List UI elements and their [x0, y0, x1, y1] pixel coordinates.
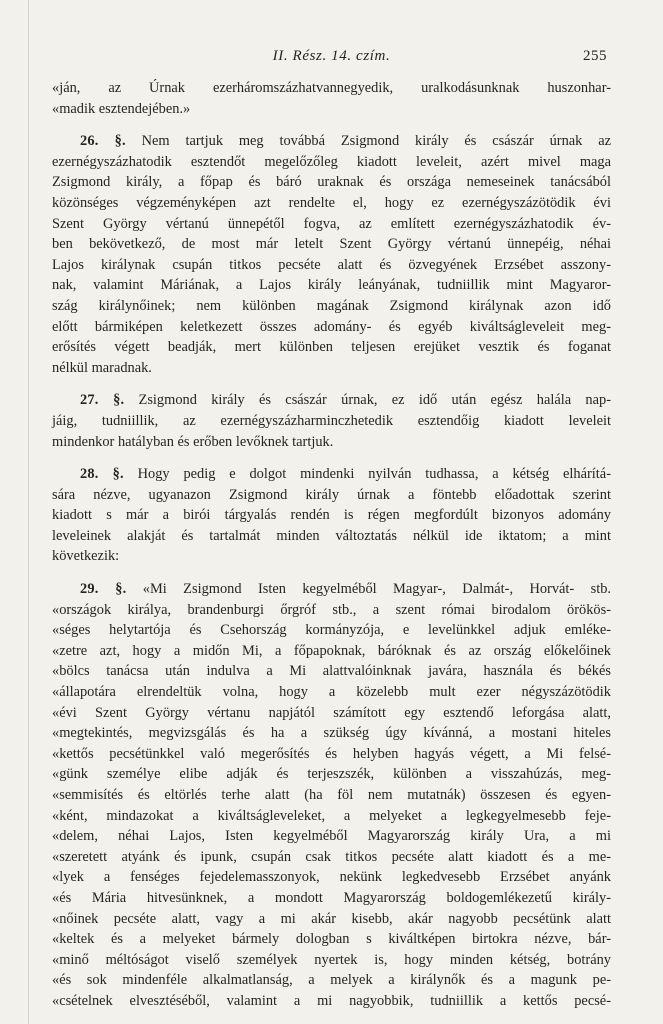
page-number: 255 — [583, 48, 607, 64]
text-line: «ján, az Úrnak ezerháromszázhatvannegyedik, uralkodásunknak huszonhar- — [52, 80, 611, 96]
paragraph-29-quote — [52, 579, 611, 1011]
text-line: sára nézve, ugyanazon Zsigmond király úrnak a föntebb előadottak szerint — [52, 486, 611, 503]
text-line: «csételnek elvesztéséből, valamint a mi nagyobbik, tudniillik a kettős pecsé- — [52, 992, 611, 1009]
text-line: «lyek a fenséges fejedelemasszonyok, nekünk legkedvesebb Erzsébet anyánk — [52, 869, 611, 886]
text-line — [52, 579, 611, 600]
text-line: ezernégyszázhatodik esztendőt megelőzőleg kiadott leveleit, azért mivel maga — [52, 153, 611, 170]
text-line-content: «Mi Zsigmond Isten kegyelméből Magyar-, Dalmát-, Horvát- stb. — [126, 581, 611, 598]
paragraph-27 — [52, 390, 611, 452]
page-edge-shadow — [28, 0, 29, 1024]
text-line: «évi Szent György vértanu napjától számított egy esztendő leforgása alatt, — [52, 704, 611, 721]
text-line: nélkül maradnak. — [52, 359, 152, 376]
paragraph-28 — [52, 464, 611, 567]
paragraph-number: 28. §. — [80, 466, 124, 483]
running-title: II. Rész. 14. czím. — [272, 48, 391, 64]
text-line: következik: — [52, 548, 120, 565]
text-line: «semmisítés és eltörlés terhe alatt (ha föl nem mutatnák) összesen és egyen- — [52, 787, 611, 803]
text-line: előtt bármiképen keletkezett összes adomány- és egyéb kiváltságleveleit meg- — [52, 318, 611, 335]
text-line — [52, 464, 611, 485]
text-line: szág királynőinek; nem különben magának Zsigmond királynak azon idő — [52, 297, 611, 314]
text-line: Zsigmond király, a főpap és báró uraknak és országa nemeseinek tanácsából — [52, 174, 611, 191]
text-line: «állapotára elrendeltük volna, hogy a közelebb mult ezer négyszázötödik — [52, 684, 611, 701]
text-line: nak, valamint Máriának, a Lajos király leányának, tudniillik mint Magyaror- — [52, 277, 611, 294]
text-line: «szeretett atyánk és ipunk, csupán csak titkos pecséte alatt kiadott és a me- — [52, 848, 611, 865]
text-line: leveleinek alakját és tartalmát minden változtatás nélkül ide iktatom; a mint — [52, 527, 611, 544]
text-line: közönséges végzeményképen azt rendelte el, hogy ez ezernégyszázötödik évi — [52, 194, 611, 211]
text-line: «kettős pecsétünkkel való megerősítés és helyben hagyás végett, a Mi felsé- — [52, 745, 611, 762]
text-line: «delem, néhai Lajos, Isten kegyelméből Magyarország király Ura, a mi — [52, 828, 611, 845]
paragraph-number: 26. §. — [80, 133, 126, 150]
text-line: «bölcs tanácsa után indulva a Mi alattvalóinknak javára, használa és békés — [52, 663, 611, 680]
text-line: Lajos királynak csupán titkos pecséte alatt és özvegyének Erzsébet asszony- — [52, 256, 611, 273]
running-head — [52, 48, 611, 72]
text-line: ben bekövetkező, de most már letelt Szent György vértanú ünnepéig, néhai — [52, 236, 611, 253]
text-line: «séges helytartója és Csehország kormányzója, e levelünkkel adjuk emléke- — [52, 622, 611, 639]
text-line: «madik esztendejében.» — [52, 100, 191, 117]
text-line: «keltek és a melyeket bármely dologban s kiváltképen birtokra nézve, bár- — [52, 931, 611, 948]
paragraph-number: 27. §. — [80, 392, 125, 409]
text-line — [52, 131, 611, 152]
paragraph-continuation — [52, 78, 611, 119]
paragraph-26 — [52, 131, 611, 378]
text-line: «günk személye elibe adják és terjeszszék, különben a visszahúzás, meg- — [52, 766, 611, 783]
text-line: «zetre azt, hogy a midőn Mi, a főpapoknak, báróknak és az ország előkelőinek — [52, 642, 611, 659]
text-line: jáig, tudniillik, az ezernégyszázharminczhetedik esztendőig kiadott leveleit — [52, 412, 611, 429]
text-line — [52, 390, 611, 411]
text-line: Szent György vértanú ünnepétől fogva, az említett ezernégyszázhatodik év- — [52, 215, 611, 232]
text-line: «megtekintés, megvizsgálás és ha a szükség úgy kívánná, a mostani hiteles — [52, 725, 611, 742]
text-line: «ként, mindazokat a kiváltságleveleket, a melyeket a legkegyelmesebb feje- — [52, 807, 611, 824]
text-line-content: Hogy pedig e dolgot mindenki nyilván tudhassa, a kétség elhárítá- — [123, 466, 611, 483]
text-line: «és sok mindenféle alkalmatlanság, a melyek a királynők és a magunk pe- — [52, 972, 611, 989]
text-line-content: Nem tartjuk meg továbbá Zsigmond király és császár úrnak az — [125, 133, 611, 150]
text-line: «nőinek pecséte alatt, vagy a mi akár kisebb, akár nagyobb pecsétünk alatt — [52, 910, 611, 927]
text-line: «minő méltóságot viselő személyek nyertek is, hogy minden kétség, botrány — [52, 951, 611, 968]
text-line: «országok királya, brandenburgi őrgróf stb., a szent római birodalom örökös- — [52, 601, 611, 618]
text-line: erősítés végett beadják, mert különben teljesen erejüket vesztik és foganat — [52, 339, 611, 356]
text-line: «és Mária hitvesünknek, a mondott Magyarország boldogemlékezetű király- — [52, 889, 611, 906]
text-line: kiadott s már a birói tárgyalás rendén is régen megfordúlt bizonyos adomány — [52, 507, 611, 524]
paragraph-number: 29. §. — [80, 581, 127, 598]
text-line-content: Zsigmond király és császár úrnak, ez idő után egész halála nap- — [124, 392, 611, 409]
text-line: mindenkor hatályban és erőben levőknek tartjuk. — [52, 433, 334, 450]
